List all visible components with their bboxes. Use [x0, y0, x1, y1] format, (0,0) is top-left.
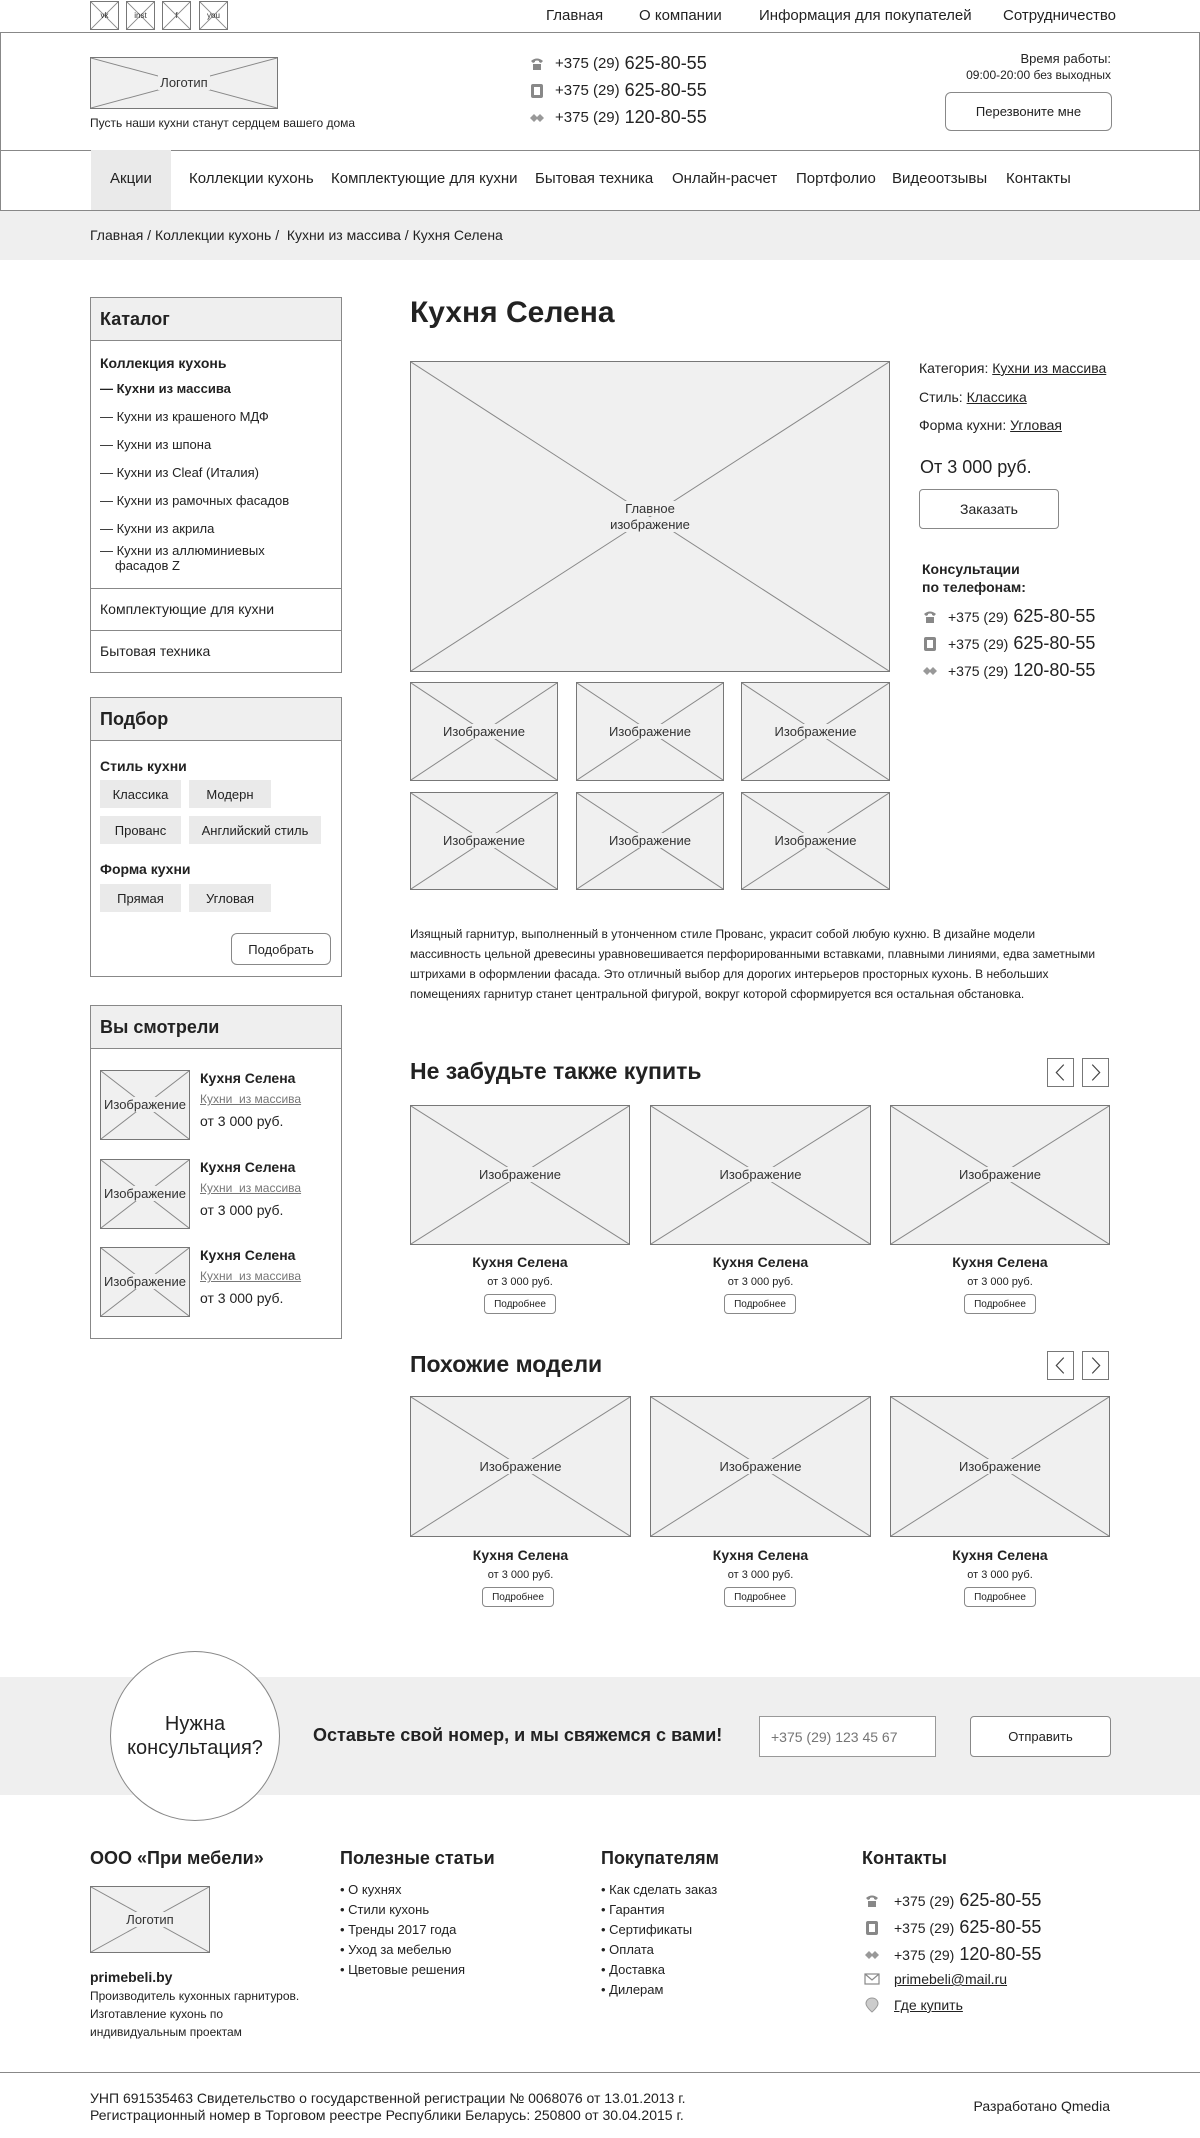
footer-divider	[0, 2072, 1200, 2073]
filter-panel	[90, 697, 342, 977]
breadcrumb-bar	[0, 211, 1200, 260]
footer-article-link[interactable]: • О кухнях	[340, 1882, 402, 1897]
seen-image[interactable]: Изображение	[100, 1070, 190, 1140]
tag-corner[interactable]: Угловая	[189, 884, 271, 912]
footer-buyers-link[interactable]: • Доставка	[601, 1962, 665, 1977]
category-link[interactable]: Кухни из массива	[992, 360, 1107, 376]
similar-details-button[interactable]: Подробнее	[482, 1587, 554, 1607]
facebook-icon[interactable]: f	[162, 1, 191, 30]
seen-item-price: от 3 000 руб.	[200, 1113, 284, 1129]
footer-phone-3[interactable]	[864, 1944, 1041, 1965]
nav-portfolio[interactable]: Портфолио	[796, 170, 876, 187]
thumb-image[interactable]: Изображение	[410, 792, 558, 890]
diamond-icon	[529, 110, 545, 126]
header-phone-1[interactable]	[529, 53, 707, 74]
nav-accessories[interactable]: Комплектующие для кухни	[331, 170, 518, 187]
consult-phone-1[interactable]	[922, 606, 1095, 627]
footer-developer[interactable]: Разработано Qmedia	[973, 2098, 1110, 2114]
footer-article-link[interactable]: • Стили кухонь	[340, 1902, 430, 1917]
similar-price: от 3 000 руб.	[487, 1569, 554, 1581]
phone-code: +375 (29)	[555, 55, 620, 72]
footer-logo[interactable]: Логотип	[90, 1886, 210, 1953]
top-nav-buyers-info[interactable]: Информация для покупателей	[759, 7, 972, 24]
working-hours-label: Время работы:	[1020, 51, 1111, 66]
footer-contacts-title: Контакты	[862, 1848, 947, 1868]
nav-appliances[interactable]: Бытовая техника	[535, 170, 654, 187]
vk-icon[interactable]: vk	[90, 1, 119, 30]
catalog-item[interactable]: — Кухни из крашеного МДФ	[100, 409, 269, 424]
catalog-item[interactable]: — Кухни из шпона	[100, 437, 212, 452]
consult-title: Консультации по телефонам:	[922, 561, 1026, 595]
similar-image[interactable]: Изображение	[650, 1396, 871, 1537]
chevron-left-icon	[1048, 1352, 1073, 1379]
thumb-image[interactable]: Изображение	[741, 792, 890, 890]
consult-phone-3[interactable]	[922, 660, 1095, 681]
also-buy-details-button[interactable]: Подробнее	[964, 1294, 1036, 1314]
phone-code: +375 (29)	[948, 608, 1009, 625]
order-button[interactable]: Заказать	[919, 489, 1059, 529]
footer-where-to-buy[interactable]	[864, 1997, 963, 2013]
consult-phone-input[interactable]	[759, 1716, 936, 1757]
catalog-item[interactable]: — Кухни из аллюминиевых	[100, 543, 265, 558]
footer-about: Производитель кухонных гарнитуров. Изготавление кухонь по индивидуальным проектам	[90, 1989, 300, 2039]
footer-buyers-title: Покупателям	[601, 1848, 719, 1868]
seen-title: Вы смотрели	[91, 1006, 341, 1049]
phone-number: 625-80-55	[1013, 606, 1096, 626]
header	[0, 32, 1200, 151]
footer-buyers-link[interactable]: • Оплата	[601, 1942, 654, 1957]
product-description: Изящный гарнитур, выполненный в утонченном стиле Прованс, украсит собой любую кухню. В дизайне модели массивность цельной древесины уравновешивается перфорированными вставками, плавными линиями, едва заметными штрихами в оформлении фасада. Это отличный выбор для дорогих интерьеров просторных кухонь. В небольших помещениях гарнитур станет центральной фигурой, вокруг которой сформируется вся остальная обстановка.	[410, 927, 1096, 1001]
similar-details-button[interactable]: Подробнее	[964, 1587, 1036, 1607]
divider	[91, 630, 341, 631]
thumb-image[interactable]: Изображение	[741, 682, 890, 781]
seen-item-price: от 3 000 руб.	[200, 1202, 284, 1218]
similar-name[interactable]: Кухня Селена	[952, 1547, 1048, 1563]
catalog-item[interactable]: — Кухни из акрила	[100, 521, 215, 536]
product-shape	[919, 417, 1062, 433]
nav-contacts[interactable]: Контакты	[1006, 170, 1071, 187]
also-buy-price: от 3 000 руб.	[967, 1276, 1033, 1288]
main-nav	[0, 150, 1200, 211]
mobile-icon	[864, 1920, 880, 1936]
also-buy-price: от 3 000 руб.	[727, 1276, 794, 1288]
phone-icon	[529, 56, 545, 72]
seen-panel	[90, 1005, 342, 1339]
working-hours-value: 09:00-20:00 без выходных	[966, 68, 1111, 82]
also-buy-details-button[interactable]: Подробнее	[724, 1294, 796, 1314]
similar-image[interactable]: Изображение	[890, 1396, 1110, 1537]
diamond-icon	[922, 663, 938, 679]
tagline: Пусть наши кухни станут сердцем вашего дома	[90, 116, 356, 130]
thumb-image[interactable]: Изображение	[576, 792, 724, 890]
also-buy-name[interactable]: Кухня Селена	[712, 1254, 809, 1270]
map-pin-icon	[864, 1997, 880, 2013]
similar-details-button[interactable]: Подробнее	[724, 1587, 796, 1607]
nav-collections[interactable]: Коллекции кухонь	[189, 170, 314, 187]
also-buy-title: Не забудьте также купить	[410, 1058, 702, 1084]
mobile-icon	[529, 83, 545, 99]
tag-english[interactable]: Английский стиль	[189, 816, 321, 844]
footer-buyers-link[interactable]: • Дилерам	[601, 1982, 664, 1997]
seen-image[interactable]: Изображение	[100, 1247, 190, 1317]
phone-number: 625-80-55	[624, 53, 707, 73]
similar-image[interactable]: Изображение	[410, 1396, 631, 1537]
shape-link[interactable]: Угловая	[1010, 417, 1062, 433]
also-buy-name[interactable]: Кухня Селена	[952, 1254, 1048, 1270]
consult-submit-button[interactable]: Отправить	[970, 1716, 1111, 1757]
category-label: Категория:	[919, 360, 989, 376]
divider	[91, 588, 341, 589]
tag-classic[interactable]: Классика	[100, 780, 181, 808]
where-to-buy-link[interactable]: Где купить	[894, 1997, 963, 2013]
catalog-panel	[90, 297, 342, 673]
similar-price: от 3 000 руб.	[967, 1569, 1033, 1581]
tag-modern[interactable]: Модерн	[189, 780, 271, 808]
phone-code: +375 (29)	[555, 109, 620, 126]
footer-site: primebeli.by	[90, 1969, 173, 1985]
top-nav-cooperation[interactable]: Сотрудничество	[1003, 7, 1116, 24]
phone-number: 625-80-55	[1013, 633, 1096, 653]
phone-code: +375 (29)	[555, 82, 620, 99]
also-buy-prev-button[interactable]	[1047, 1058, 1074, 1087]
phone-code: +375 (29)	[948, 635, 1009, 652]
footer-phone-1[interactable]	[864, 1890, 1041, 1911]
footer-buyers-link[interactable]: • Сертификаты	[601, 1922, 693, 1937]
catalog-accessories[interactable]: Комплектующие для кухни	[100, 601, 275, 617]
tag-straight[interactable]: Прямая	[100, 884, 181, 912]
main-image[interactable]: Главное изображение	[410, 361, 890, 672]
header-logo[interactable]: Логотип	[90, 57, 278, 109]
seen-item-name[interactable]: Кухня Селена	[200, 1070, 296, 1086]
phone-number: 625-80-55	[624, 80, 707, 100]
email-link[interactable]: primebeli@mail.ru	[894, 1971, 1008, 1987]
youtube-icon[interactable]: you	[199, 1, 228, 30]
consult-phone-2[interactable]	[922, 633, 1095, 654]
phone-number: 120-80-55	[624, 107, 707, 127]
product-style	[919, 389, 1027, 405]
seen-item-price: от 3 000 руб.	[200, 1290, 284, 1306]
footer-articles-title: Полезные статьи	[340, 1848, 495, 1868]
catalog-appliances[interactable]: Бытовая техника	[100, 643, 211, 659]
also-buy-next-button[interactable]	[1082, 1058, 1109, 1087]
seen-item-name[interactable]: Кухня Селена	[200, 1247, 296, 1263]
similar-name[interactable]: Кухня Селена	[712, 1547, 809, 1563]
seen-item-name[interactable]: Кухня Селена	[200, 1159, 296, 1175]
similar-name[interactable]: Кухня Селена	[472, 1547, 569, 1563]
footer-article-link[interactable]: • Тренды 2017 года	[340, 1922, 457, 1937]
breadcrumb[interactable]: Главная / Коллекции кухонь / Кухни из массива / Кухня Селена	[90, 227, 503, 243]
seen-item-category[interactable]: Кухни из массива	[200, 1181, 302, 1195]
diamond-icon	[864, 1947, 880, 1963]
catalog-item[interactable]: — Кухни из Cleaf (Италия)	[100, 465, 259, 480]
nav-video-reviews[interactable]: Видеоотзывы	[892, 170, 988, 187]
footer-phone-2[interactable]	[864, 1917, 1041, 1938]
consult-circle: Нужна консультация?	[110, 1651, 280, 1821]
thumb-image[interactable]: Изображение	[576, 682, 724, 781]
footer-article-link[interactable]: • Уход за мебелью	[340, 1942, 452, 1957]
phone-icon	[922, 609, 938, 625]
product-price: От 3 000 руб.	[920, 457, 1032, 477]
nav-promotions[interactable]: Акции	[110, 170, 152, 187]
page-title: Кухня Селена	[410, 296, 615, 329]
style-link[interactable]: Классика	[966, 389, 1027, 405]
catalog-item-cont[interactable]: фасадов Z	[115, 558, 180, 573]
also-buy-image[interactable]: Изображение	[650, 1105, 871, 1245]
instagram-icon[interactable]: inst	[126, 1, 155, 30]
product-category	[919, 360, 1106, 376]
chevron-right-icon	[1083, 1059, 1108, 1086]
similar-title: Похожие модели	[410, 1351, 603, 1377]
footer-company-title: ООО «При мебели»	[90, 1848, 264, 1868]
footer-article-link[interactable]: • Цветовые решения	[340, 1962, 466, 1977]
similar-price: от 3 000 руб.	[727, 1569, 794, 1581]
chevron-right-icon	[1083, 1352, 1108, 1379]
phone-icon	[864, 1893, 880, 1909]
style-label: Стиль кухни	[100, 758, 187, 774]
phone-code: +375 (29)	[894, 1892, 955, 1909]
mobile-icon	[922, 636, 938, 652]
catalog-group[interactable]: Коллекция кухонь	[100, 355, 227, 371]
callback-button[interactable]: Перезвоните мне	[945, 92, 1112, 131]
footer-buyers-link[interactable]: • Как сделать заказ	[601, 1882, 718, 1897]
footer-buyers-link[interactable]: • Гарантия	[601, 1902, 665, 1917]
filter-submit-button[interactable]: Подобрать	[231, 933, 331, 965]
similar-prev-button[interactable]	[1047, 1351, 1074, 1380]
catalog-item-active[interactable]: — Кухни из массива	[100, 381, 231, 396]
phone-code: +375 (29)	[948, 662, 1009, 679]
phone-number: 625-80-55	[959, 1917, 1042, 1937]
phone-number: 120-80-55	[959, 1944, 1042, 1964]
tag-provence[interactable]: Прованс	[100, 816, 181, 844]
seen-image[interactable]: Изображение	[100, 1159, 190, 1229]
phone-code: +375 (29)	[894, 1919, 955, 1936]
mail-icon	[864, 1971, 880, 1987]
also-buy-name[interactable]: Кухня Селена	[472, 1254, 568, 1270]
also-buy-details-button[interactable]: Подробнее	[484, 1294, 556, 1314]
phone-code: +375 (29)	[894, 1946, 955, 1963]
also-buy-image[interactable]: Изображение	[410, 1105, 630, 1245]
header-phone-3[interactable]	[529, 107, 707, 128]
top-bar	[0, 0, 1200, 32]
nav-online-calc[interactable]: Онлайн-расчет	[672, 170, 778, 187]
chevron-left-icon	[1048, 1059, 1073, 1086]
header-phone-2[interactable]	[529, 80, 707, 101]
shape-label: Форма кухни:	[919, 417, 1007, 433]
similar-next-button[interactable]	[1082, 1351, 1109, 1380]
also-buy-image[interactable]: Изображение	[890, 1105, 1110, 1245]
footer-email[interactable]	[864, 1971, 1007, 1987]
phone-number: 120-80-55	[1013, 660, 1096, 680]
top-nav-home[interactable]: Главная	[546, 7, 604, 24]
consult-text: Оставьте свой номер, и мы свяжемся с вами!	[313, 1725, 723, 1745]
seen-item-category[interactable]: Кухни из массива	[200, 1269, 302, 1283]
footer-legal: УНП 691535463 Свидетельство о государственной регистрации № 0068076 от 13.01.2013 г. Регистрационный номер в Торговом реестре Республики Беларусь: 250800 от 30.04.2015 г.	[90, 2090, 686, 2123]
catalog-title: Каталог	[91, 298, 341, 341]
thumb-image[interactable]: Изображение	[410, 682, 558, 781]
filter-title: Подбор	[91, 698, 341, 741]
seen-item-category[interactable]: Кухни из массива	[200, 1092, 302, 1106]
phone-number: 625-80-55	[959, 1890, 1042, 1910]
shape-label: Форма кухни	[100, 861, 191, 877]
style-label: Стиль:	[919, 389, 963, 405]
catalog-item[interactable]: — Кухни из рамочных фасадов	[100, 493, 290, 508]
top-nav-about[interactable]: О компании	[639, 7, 722, 24]
also-buy-price: от 3 000 руб.	[487, 1276, 553, 1288]
